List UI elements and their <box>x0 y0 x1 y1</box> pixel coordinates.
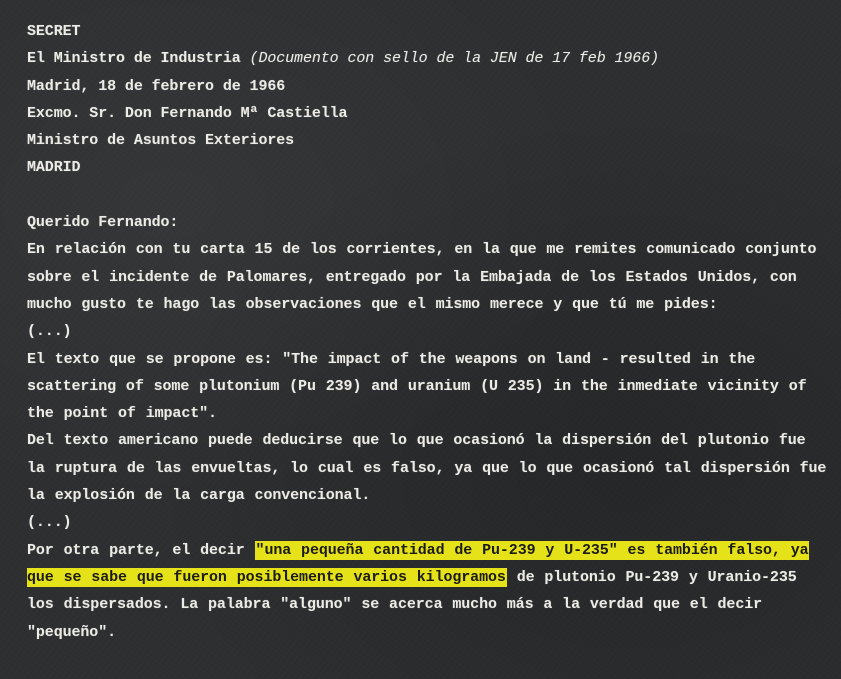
place-date: Madrid, 18 de febrero de 1966 <box>27 77 286 95</box>
paragraph-proposed-text: El texto que se propone es: "The impact of the weapons on land - resulted in the scattering of some plutonium (Pu 239) and uranium (U 235) in the inmediate vicinity of the point of impact". <box>27 350 807 423</box>
paragraph-dispersion: Del texto americano puede deducirse que lo que ocasionó la dispersión del plutonio fue la ruptura de las envueltas, lo cual es falso, ya que lo que ocasionó tal dispersión fue la explosión de la carga convencional. <box>27 432 827 505</box>
spacer <box>27 182 832 209</box>
sender-name: El Ministro de Industria <box>27 50 241 68</box>
sender-line <box>27 45 832 72</box>
ellipsis-1: (...) <box>27 323 72 341</box>
sender-note: (Documento con sello de la JEN de 17 feb 1966) <box>249 50 660 68</box>
paragraph-quantity <box>27 537 832 646</box>
addressee-city: MADRID <box>27 159 81 177</box>
paragraph-quantity-tail: de plutonio Pu-239 y Uranio-235 los dispersados. La palabra "alguno" se acerca mucho más a la verdad que el decir "pequeño". <box>27 568 797 641</box>
salutation: Querido Fernando: <box>27 214 179 232</box>
paragraph-intro: En relación con tu carta 15 de los corrientes, en la que me remites comunicado conjunto sobre el incidente de Palomares, entregado por la Embajada de los Estados Unidos, con mucho gusto te hago las observaciones que el mismo merece y que tú me pides: <box>27 241 817 313</box>
letter-document <box>27 18 832 646</box>
ellipsis-2: (...) <box>27 514 72 532</box>
classification-label: SECRET <box>27 23 81 40</box>
paragraph-quantity-lead: Por otra parte, el decir <box>27 541 245 559</box>
highlighted-quote: "una pequeña cantidad de Pu-239 y U-235" es también falso, ya que se sabe que fueron posiblemente varios kilogramos <box>27 541 809 586</box>
addressee-title: Ministro de Asuntos Exteriores <box>27 132 295 150</box>
addressee-name: Excmo. Sr. Don Fernando Mª Castiella <box>27 104 348 122</box>
